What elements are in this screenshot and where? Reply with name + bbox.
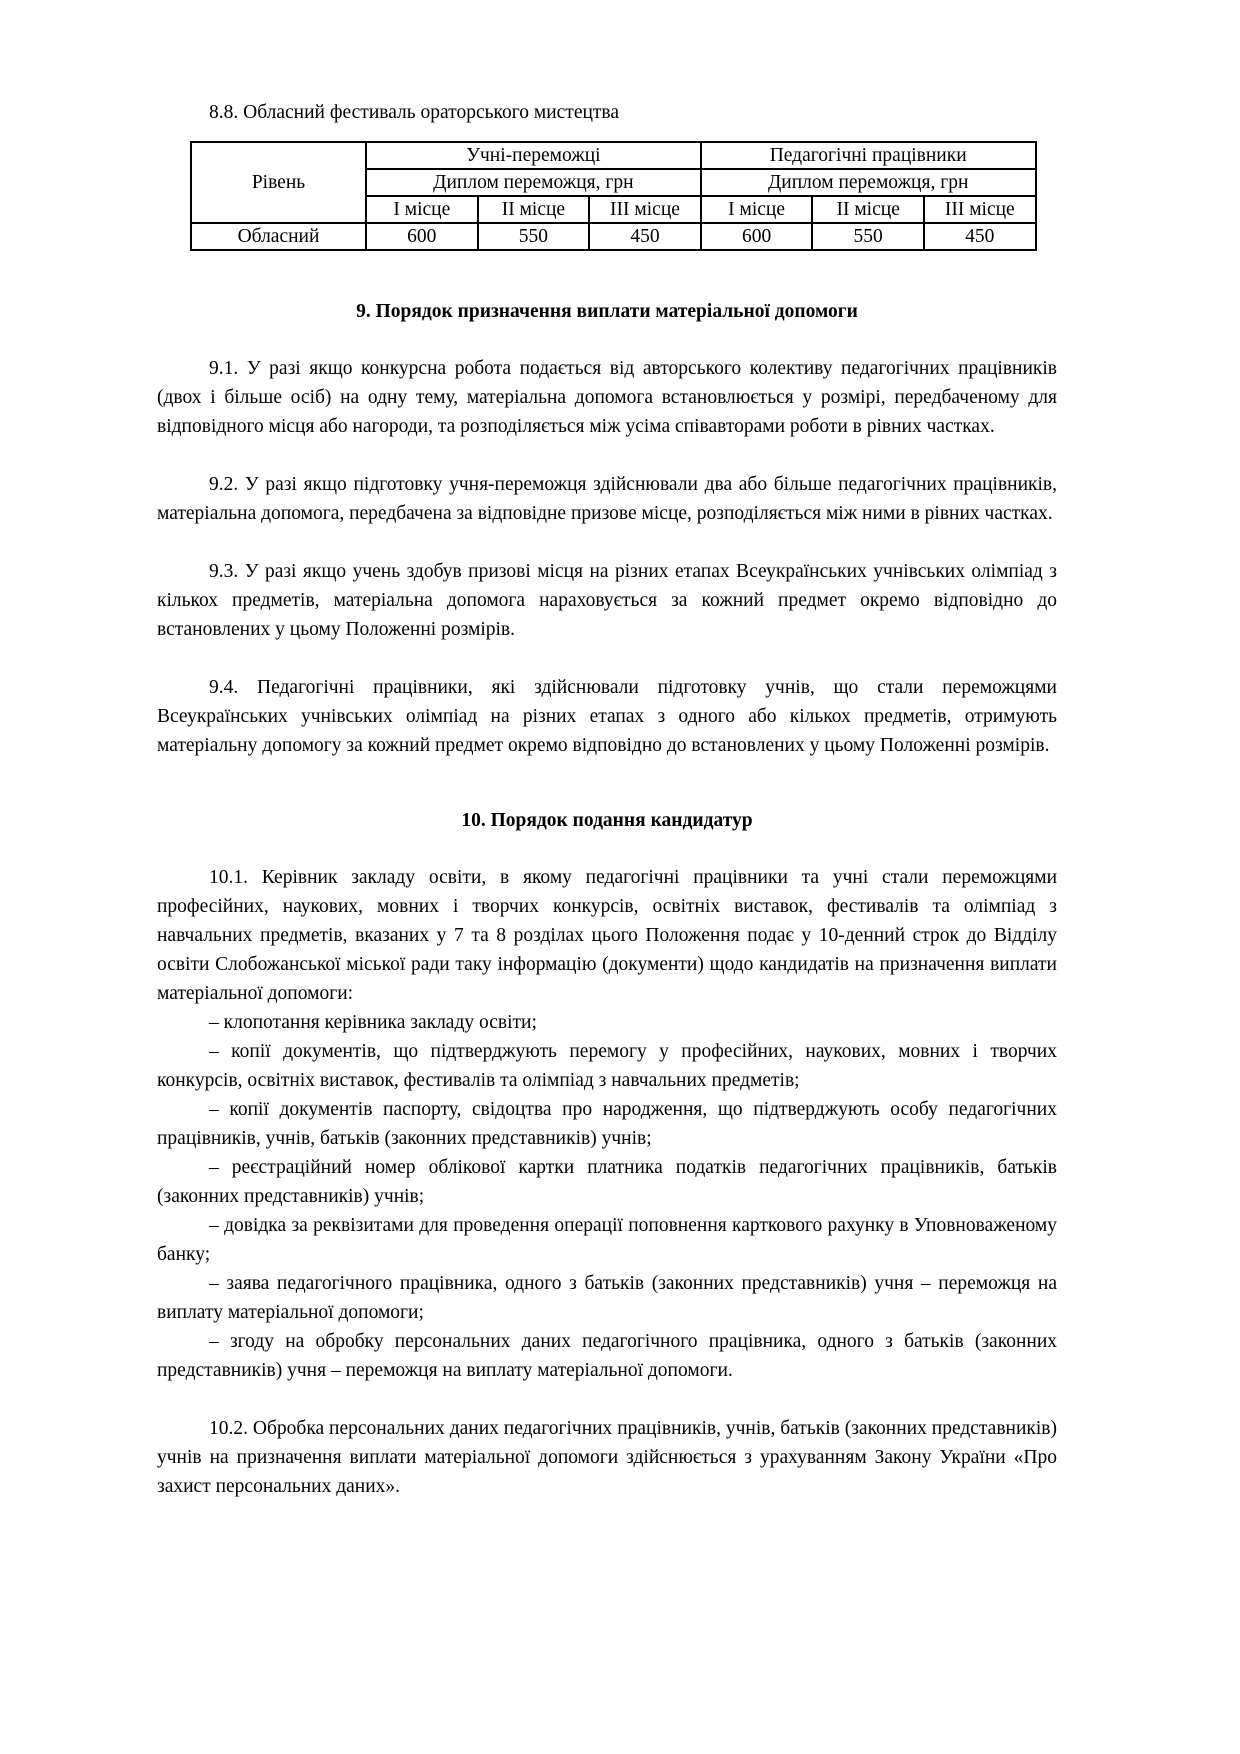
table-header-place: ІІ місце <box>812 196 924 223</box>
table-cell-value: 450 <box>924 223 1036 250</box>
list-item: – копії документів, що підтверджують перемогу у професійних, наукових, мовних і творчих конкурсів, освітніх виставок, фестивалів та олімпіад з навчальних предметів; <box>157 1041 1057 1091</box>
table-row-groups <box>191 142 1036 169</box>
paragraph-10-2: 10.2. Обробка персональних даних педагогічних працівників, учнів, батьків (законних представників) учнів на призначення виплати матеріальної допомоги здійснюється з урахуванням Закону України «Про захист персональних даних». <box>157 1418 1057 1497</box>
table-header-place: ІІ місце <box>478 196 590 223</box>
table-subheader-students-diploma: Диплом переможця, грн <box>366 169 701 196</box>
table-subheader-teachers-diploma: Диплом переможця, грн <box>701 169 1036 196</box>
paragraph-9-3: 9.3. У разі якщо учень здобув призові місця на різних етапах Всеукраїнських учнівських олімпіад з кількох предметів, матеріальна допомога нараховується за кожний предмет окремо відповідно до встановлених у цьому Положенні розмірів. <box>157 561 1057 640</box>
table-header-level: Рівень <box>191 142 366 223</box>
paragraph-10-1: 10.1. Керівник закладу освіти, в якому педагогічні працівники та учні стали переможцями професійних, наукових, мовних і творчих конкурсів, освітніх виставок, фестивалів та олімпіад з навчальних предметів, вказаних у 7 та 8 розділах цього Положення подає у 10-денний строк до Відділу освіти Слобожанської міської ради таку інформацію (документи) щодо кандидатів на призначення виплати матеріальної допомоги: <box>157 867 1057 1004</box>
table-cell-value: 600 <box>366 223 478 250</box>
paragraph-9-1: 9.1. У разі якщо конкурсна робота подається від авторського колективу педагогічних працівників (двох і більше осіб) на одну тему, матеріальна допомога встановлюється у розмірі, передбаченому для відповідного місця або нагороди, та розподіляється між усіма співавторами роботи в рівних частках. <box>157 358 1057 437</box>
list-item: – згоду на обробку персональних даних педагогічного працівника, одного з батьків (законних представників) учня – переможця на виплату матеріальної допомоги. <box>157 1331 1057 1381</box>
section-8-8-title: 8.8. Обласний фестиваль ораторського мистецтва <box>209 102 620 123</box>
list-item: – копії документів паспорту, свідоцтва про народження, що підтверджують особу педагогічних працівників, учнів, батьків (законних представників) учнів; <box>157 1099 1057 1149</box>
table-header-place: І місце <box>701 196 813 223</box>
list-item: – заява педагогічного працівника, одного з батьків (законних представників) учня – переможця на виплату матеріальної допомоги; <box>157 1273 1057 1323</box>
section-10-heading: 10. Порядок подання кандидатур <box>461 810 753 831</box>
table-header-group-teachers: Педагогічні працівники <box>701 142 1036 169</box>
table-header-place: І місце <box>366 196 478 223</box>
table-header-place: ІІІ місце <box>924 196 1036 223</box>
table-cell-value: 600 <box>701 223 813 250</box>
section-9-heading: 9. Порядок призначення виплати матеріальної допомоги <box>356 301 858 322</box>
table-cell-value: 450 <box>589 223 701 250</box>
list-item: – довідка за реквізитами для проведення операції поповнення карткового рахунку в Уповноваженому банку; <box>157 1215 1057 1265</box>
table-cell-value: 550 <box>478 223 590 250</box>
awards-table <box>190 141 1037 251</box>
table-cell-level: Обласний <box>191 223 366 250</box>
document-content <box>157 98 1057 1501</box>
list-item: – клопотання керівника закладу освіти; <box>209 1012 537 1033</box>
paragraph-9-2: 9.2. У разі якщо підготовку учня-переможця здійснювали два або більше педагогічних працівників, матеріальна допомога, передбачена за відповідне призове місце, розподіляється між ними в рівних частках. <box>157 474 1057 524</box>
table-header-group-students: Учні-переможці <box>366 142 701 169</box>
list-item: – реєстраційний номер облікової картки платника податків педагогічних працівників, батьків (законних представників) учнів; <box>157 1157 1057 1207</box>
table-header-place: ІІІ місце <box>589 196 701 223</box>
table-row-data <box>191 223 1036 250</box>
table-cell-value: 550 <box>812 223 924 250</box>
paragraph-9-4: 9.4. Педагогічні працівники, які здійснювали підготовку учнів, що стали переможцями Всеукраїнських учнівських олімпіад на різних етапах з одного або кількох предметів, отримують матеріальну допомогу за кожний предмет окремо відповідно до встановлених у цьому Положенні розмірів. <box>157 677 1057 756</box>
